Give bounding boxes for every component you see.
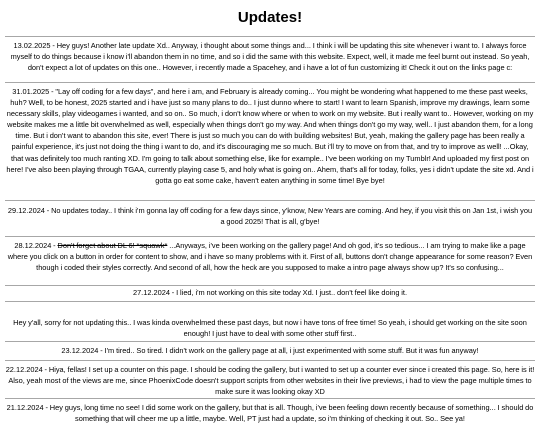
entry-date: 23.12.2024	[61, 346, 99, 355]
update-entry: 13.02.2025 - Hey guys! Another late update Xd.. Anyway, i thought about some things and... I think i will be updating this site whenever i want to. I always force myself to do things because i know i'll abandon them in no time, and so i did the same with this website. Expect, well, it made me feel burnt out instead. So yeah, don't expect a lot of updates on this one.. However, i recently made a Spacehey, and i have a lot of fun customizing it! Check it out on the links page c:	[10, 41, 530, 73]
update-entry: 28.12.2024 - Don't forget about DL 6! *squawk* ...Anyways, i've been working on the gallery page! And oh god, it's so tedious... I am trying to make like a page where you click on a button in order for content to show, and i have so many problems with it. First of all, buttons don't change appearance for some reason? Even though i coded their styles correctly. And second of all, how the heck are you supposed to make a intro page always show up? It's so confusing...	[7, 241, 533, 273]
entry-text: Hiya, fellas! I set up a counter on this page. I should be coding the gallery, but i wanted to set up a counter ever since i created this page. So, here is it! Also, yeah most of the views are me, since PhoenixCode doesn't support scripts from other websites in their live previews, i had to view the page multiple times to make sure it was looking okay XD	[8, 365, 535, 397]
update-entry: 22.12.2024 - Hiya, fellas! I set up a counter on this page. I should be coding the gallery, but i wanted to set up a counter ever since i created this page. So, here is it! Also, yeah most of the views are me, since PhoenixCode doesn't support scripts from other websites in their live previews, i had to view the page multiple times to make sure it was looking okay XD	[5, 365, 535, 397]
entry-text: I'm tired.. So tired. I didn't work on the gallery page at all, i just experimented with some stuff. But it was fun anyway!	[104, 346, 479, 355]
entry-text: Hey guys, long time no see! I did some work on the gallery, but that is all. Though, i've been feeling down recently because of something... I should do something that will cheer me up a little, maybe. Well, PT just had a update, so i'm thinking of checking it out. So.. See ya!	[49, 403, 534, 424]
update-entry: 27.12.2024 - I lied, i'm not working on this site today Xd. I just.. don't feel like doing it.	[132, 288, 408, 297]
entry-text: I lied, i'm not working on this site today Xd. I just.. don't feel like doing it.	[176, 288, 408, 297]
update-entry: 21.12.2024 - Hey guys, long time no see! I did some work on the gallery, but that is all. Though, i've been feeling down recently because of something... I should do something that will cheer me up a little, maybe. Well, PT just had a update, so i'm thinking of checking it out. So.. See ya!	[6, 403, 534, 424]
divider	[5, 341, 535, 342]
divider	[5, 236, 535, 237]
entry-text: Hey y'all, sorry for not updating this.. I was kinda overwhelmed these past days, but now i have tons of free time! So yeah, i should get working on the site soon enough! I just have to deal with some other stuff first..	[13, 318, 527, 339]
entry-date: 22.12.2024	[5, 365, 43, 374]
update-entry: 23.12.2024 - I'm tired.. So tired. I didn't work on the gallery page at all, i just experimented with some stuff. But it was fun anyway!	[61, 346, 479, 355]
divider	[5, 301, 535, 302]
entry-date: 29.12.2024	[7, 206, 45, 215]
entry-text: ...Anyways, i've been working on the gallery page! And oh god, it's so tedious... I am trying to make like a page where you click on a button in order for content to show, and i have so many problems with it. First of all, buttons don't change appearance for some reason? Even though i coded their styles correctly. And second of all, how the heck are you supposed to make a intro page always show up? It's so confusing...	[7, 241, 533, 273]
entry-text: Hey guys! Another late update Xd.. Anyway, i thought about some things and... I think i will be updating this site whenever i want to. I always force myself to do things because i know i'll abandon them in no time, and so i did the same with this website. Expect, well, it made me feel burnt out instead. So yeah, don't expect a lot of updates on this one.. However, i recently made a Spacehey, and i have a lot of fun customizing it! Check it out on the links page c:	[10, 41, 530, 73]
entry-text: "Lay off coding for a few days", and here i am, and February is already coming... You might be wondering what happened to me these past weeks, huh? Well, to be honest, 2025 started and i have just so many plans to do.. I just dunno where to start! I want to learn Spanish, improve my drawings, learn some necessary skills, play videogames i wanted, and so on.. So much, i don't know where or when to work on my website. But i really want to.. However, working on my website makes me a little bit overwhelmed as well, especially when things don't go my way. And when things don't go my way, well.. I just abandon them, for a long time. But i don't want to abandon this site, ever! There is just so much you can do with building websites! But, yeah, making the gallery page has been really a painful experience, it's just not doing the thing i want to do, and it's discouraging me so much. But i'll try to move on from that, and try to improve as well! ...Okay, that was definitely too much ranting XD. I'm going to talk about something else, like for example.. I've been working on my Tumblr! And uploaded my first post on here! I've also been playing through TGAA, currently playing case 5, and holy what is going on.. Ahem, that's all for today, folks, yes i didn't update the site xd. And i gotta go eat some cake, haven't eaten anything in some time! Bye bye!	[6, 87, 534, 185]
divider	[5, 398, 535, 399]
divider	[5, 36, 535, 37]
divider	[5, 285, 535, 286]
entry-date: 13.02.2025	[13, 41, 51, 50]
entry-text: No updates today.. I think i'm gonna lay off coding for a few days since, y'know, New Years are coming. And hey, if you visit this on Jan 1st, i wish you a good 2025! That is all, g'bye!	[51, 206, 533, 227]
entry-date: 31.01.2025	[12, 87, 50, 96]
update-entry: 29.12.2024 - No updates today.. I think i'm gonna lay off coding for a few days since, y'know, New Years are coming. And hey, if you visit this on Jan 1st, i wish you a good 2025! That is all, g'bye!	[7, 206, 533, 227]
divider	[5, 82, 535, 83]
update-entry	[5, 317, 535, 339]
struck-text: Don't forget about DL 6! *squawk*	[57, 241, 168, 250]
entry-date: 27.12.2024	[132, 288, 170, 297]
entry-date: 21.12.2024	[6, 403, 44, 412]
page-title: Updates!	[237, 9, 303, 26]
update-entry: 31.01.2025 - "Lay off coding for a few days", and here i am, and February is already coming... You might be wondering what happened to me these past weeks, huh? Well, to be honest, 2025 started and i have just so many plans to do.. I just dunno where to start! I want to learn Spanish, improve my drawings, learn some necessary skills, play videogames i wanted, and so on.. So much, i don't know where or when to work on my website. But i really want to.. However, working on my website makes me a little bit overwhelmed as well, especially when things don't go my way. And when things don't go my way, well.. I just abandon them, for a long time. But i don't want to abandon this site, ever! There is just so much you can do with building websites! But, yeah, making the gallery page has been really a painful experience, it's just not doing the thing i want to do, and it's discouraging me so much. But i'll try to move on from that, and try to improve as well! ...Okay, that was definitely too much ranting XD. I'm going to talk about something else, like for example.. I've been working on my Tumblr! And uploaded my first post on here! I've also been playing through TGAA, currently playing case 5, and holy what is going on.. Ahem, that's all for today, folks, yes i didn't update the site xd. And i gotta go eat some cake, haven't eaten anything in some time! Bye bye!	[6, 87, 534, 185]
entry-date: 28.12.2024	[14, 241, 52, 250]
divider	[5, 360, 535, 361]
divider	[5, 200, 535, 201]
